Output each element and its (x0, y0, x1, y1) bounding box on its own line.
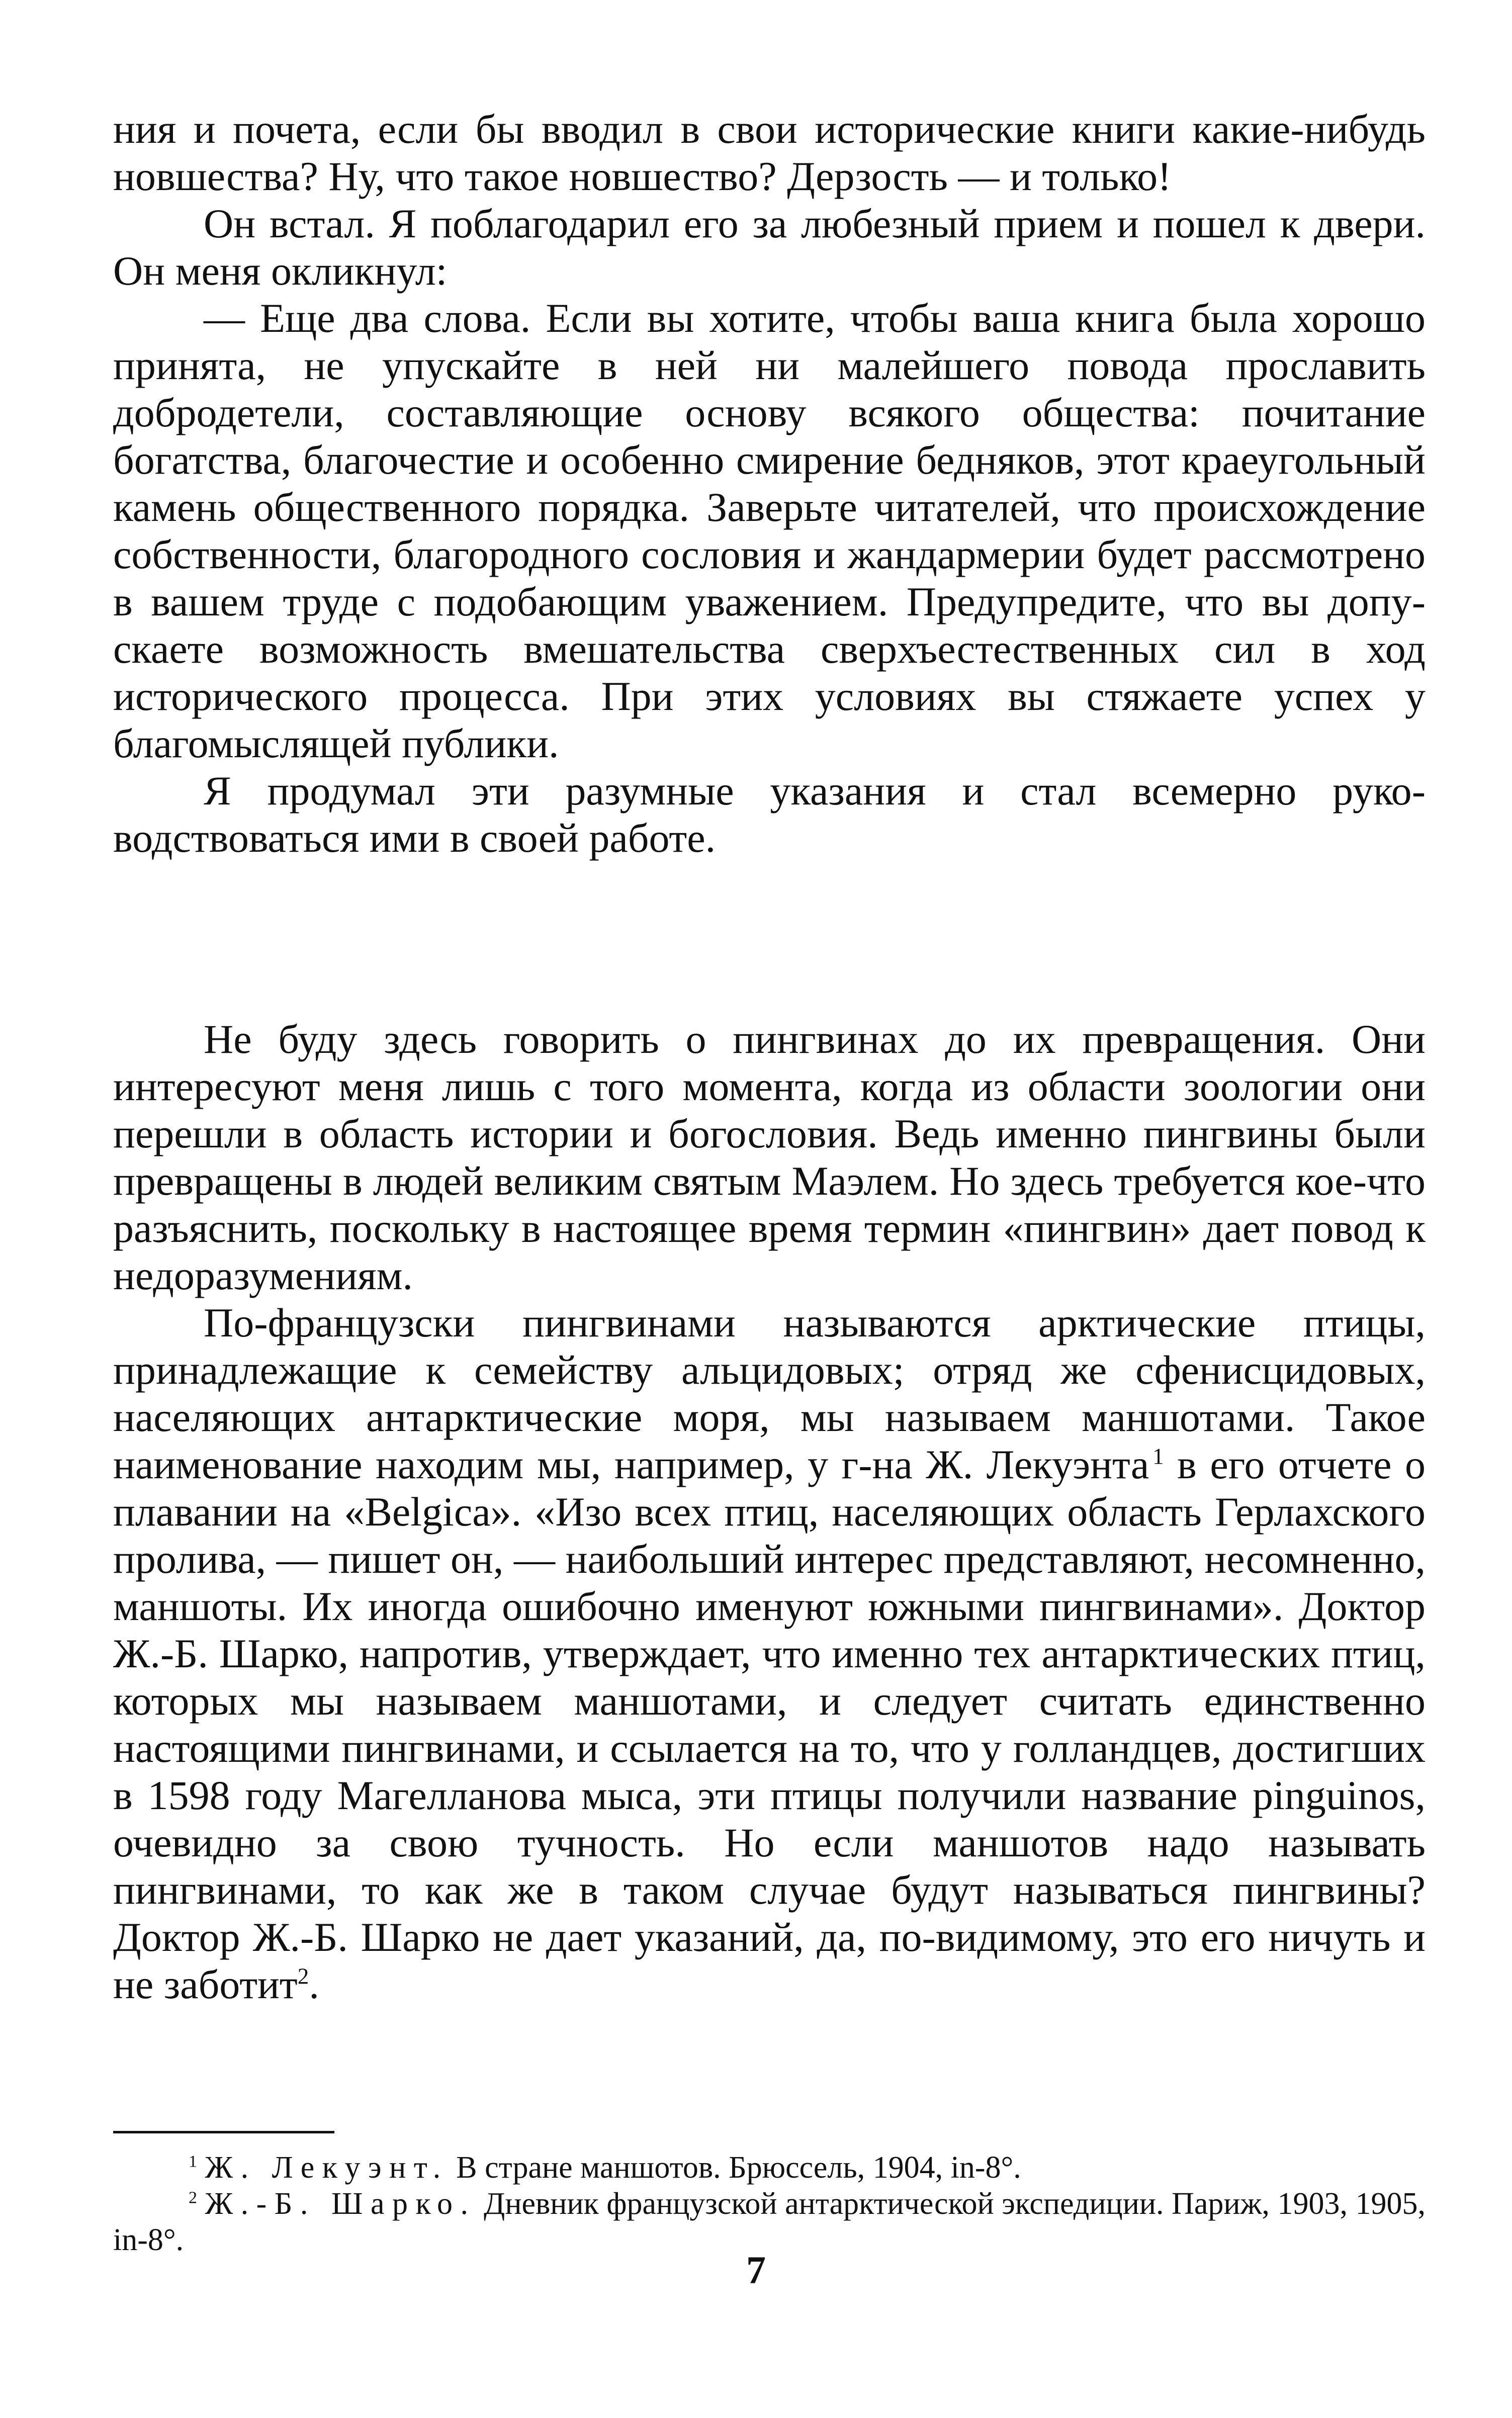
footnotes (113, 2150, 1426, 2258)
footnote-text: В стране маншотов. Брюссель, 1904, in-8°. (448, 2151, 1021, 2185)
paragraph: Он встал. Я поблагодарил его за любезный прием и пошел к двери. Он меня окликнул: (113, 201, 1426, 294)
main-text-bottom (113, 1016, 1426, 2008)
main-text-top (113, 106, 1426, 862)
footnote-text: Дневник французской антарктической экспедиции. Париж, 1903, 1905, in-8°. (113, 2187, 1426, 2257)
paragraph: Не буду здесь говорить о пингвинах до их превращения. Они интересуют меня лишь с того момента, когда из области зоологии они перешли в область истории и богословия. Ведь именно пингвины были превращены в людей великим святым Маэлем. Но здесь требуется кое-что разъяснить, поскольку в настоящее время термин «пингвин» дает повод к недоразумениям. (113, 1016, 1426, 1298)
footnote (113, 2150, 1426, 2186)
footnote-author: Ж.-Б. Шарко. (205, 2187, 476, 2221)
footnote-mark: 2 (189, 2188, 198, 2207)
page-number: 7 (746, 2248, 766, 2292)
paragraph (113, 1299, 1426, 2008)
text-run: . (309, 1961, 319, 2007)
footnote-author: Ж. Лекуэнт. (205, 2151, 449, 2185)
paragraph: ния и почета, если бы вводил в свои исторические книги какие-нибудь новшества? Ну, что такое новшество? Дерзость — и только! (113, 106, 1426, 199)
paragraph: Я продумал эти разумные указания и стал всемерно руководствоваться ими в своей работе. (113, 768, 1426, 861)
footnote-reference: 2 (297, 1963, 309, 1989)
paragraph: — Еще два слова. Если вы хотите, чтобы ваша книга была хорошо принята, не упускайте в ней ни малейшего повода прославить добродетели, составляющие основу всякого общества: почитание богатства, благочестие и особенно смирение бедняков, этот краеугольный камень общественного порядка. Заверьте читателей, что происхождение собственности, благородного сословия и жандармерии будет рассмотрено в вашем труде с подобающим уважением. Предупредите, что вы допускаете возможность вмешательства сверхъестественных сил в ход исторического процесса. При этих условиях вы стяжаете успех у благомыслящей публики. (113, 295, 1426, 766)
footnote-mark: 1 (189, 2152, 198, 2171)
footnote-reference: 1 (1152, 1444, 1164, 1469)
text-run: в его отчете о плавании на «Belgica». «Изо всех птиц, населяющих область Герлахского пролива, — пишет он, — наибольший интерес представляют, несомненно, маншоты. Их иногда ошибочно именуют южными пингвинами». Доктор Ж.-Б. Шарко, напротив, утверждает, что именно тех антарктических птиц, которых мы называем маншотами, и следует считать единственно настоящими пингвинами, и ссылается на то, что у голландцев, достигших в 1598 году Магелланова мыса, эти птицы получили название pinguinos, очевидно за свою тучность. Но если маншотов надо называть пингвинами, то как же в таком случае будут называться пингвины? Доктор Ж.-Б. Шарко не дает указаний, да, по-видимому, это его ничуть и не заботит (113, 1442, 1426, 2007)
footnote-divider (113, 2131, 334, 2133)
text-run: По-французски пингвинами называются арктические птицы, принадлежащие к семейству альцидовых; отряд же сфенисцидовых, населяющих антарктические моря, мы называем маншотами. Такое наименование находим мы, например, у г-на Ж. Лекуэнта (113, 1300, 1426, 1487)
